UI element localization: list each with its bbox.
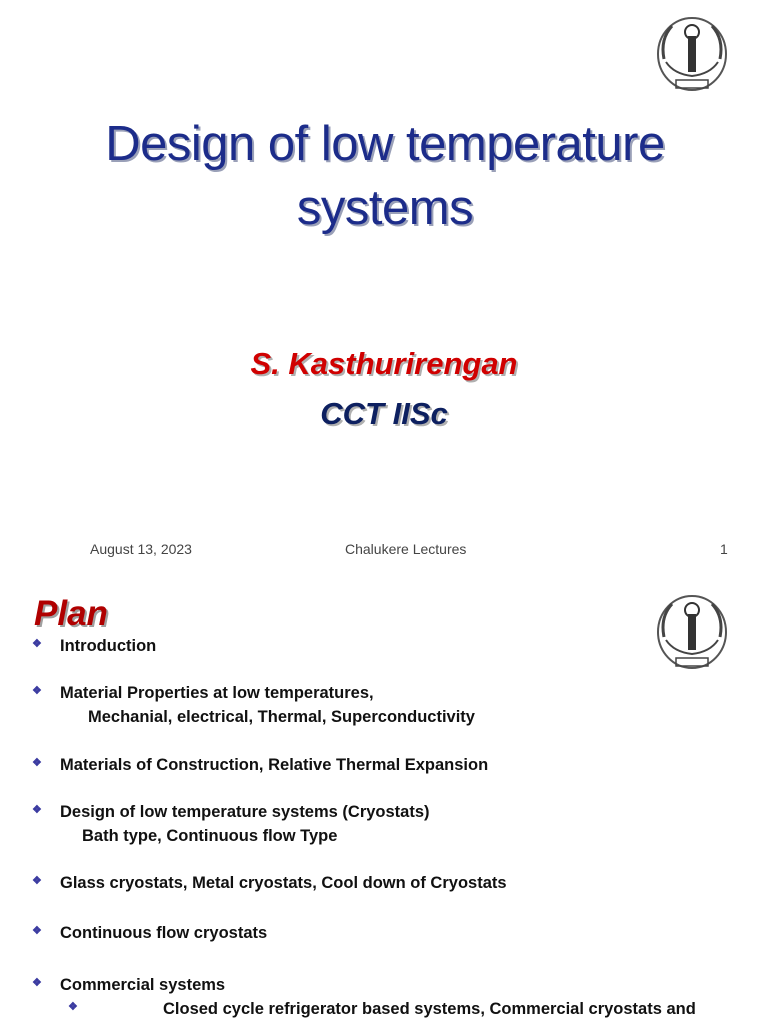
footer-lecture-series: Chalukere Lectures — [345, 541, 467, 557]
diamond-bullet-icon: ❖ — [32, 925, 42, 937]
list-item-subtext: Closed cycle refrigerator based systems, Commercial cryostats and — [163, 1000, 696, 1018]
diamond-bullet-icon: ❖ — [32, 757, 42, 769]
list-item-text: Introduction — [60, 637, 157, 655]
diamond-bullet-icon: ❖ — [32, 685, 42, 697]
diamond-bullet-icon: ❖ — [32, 638, 42, 650]
institution-name: CCT IISc — [320, 396, 448, 431]
plan-title: Plan — [34, 594, 108, 633]
list-item-text: Design of low temperature systems (Cryostats) — [60, 803, 430, 821]
author-name: S. Kasthurirengan — [250, 346, 518, 381]
footer-page-number: 1 — [720, 541, 728, 557]
slide-title — [40, 112, 730, 240]
iisc-emblem-icon — [654, 14, 730, 94]
list-item-text: Glass cryostats, Metal cryostats, Cool down of Cryostats — [60, 874, 507, 892]
list-item-text: Materials of Construction, Relative Thermal Expansion — [60, 756, 489, 774]
list-item-subtext: Bath type, Continuous flow Type — [82, 827, 338, 845]
list-item-text: Material Properties at low temperatures, — [60, 684, 374, 702]
plan-slide — [0, 578, 768, 1024]
list-item-subtext: Mechanial, electrical, Thermal, Superconductivity — [88, 708, 475, 726]
diamond-bullet-icon: ❖ — [32, 875, 42, 887]
slide-title-line2: systems — [296, 181, 474, 235]
diamond-bullet-icon: ❖ — [68, 1001, 78, 1013]
list-item-text: Commercial systems — [60, 976, 226, 994]
iisc-emblem-icon — [654, 592, 730, 672]
diamond-bullet-icon: ❖ — [32, 804, 42, 816]
list-item-text: Continuous flow cryostats — [60, 924, 268, 942]
slide-title-line1: Design of low temperature — [105, 117, 665, 171]
footer-date: August 13, 2023 — [90, 541, 192, 557]
diamond-bullet-icon: ❖ — [32, 977, 42, 989]
